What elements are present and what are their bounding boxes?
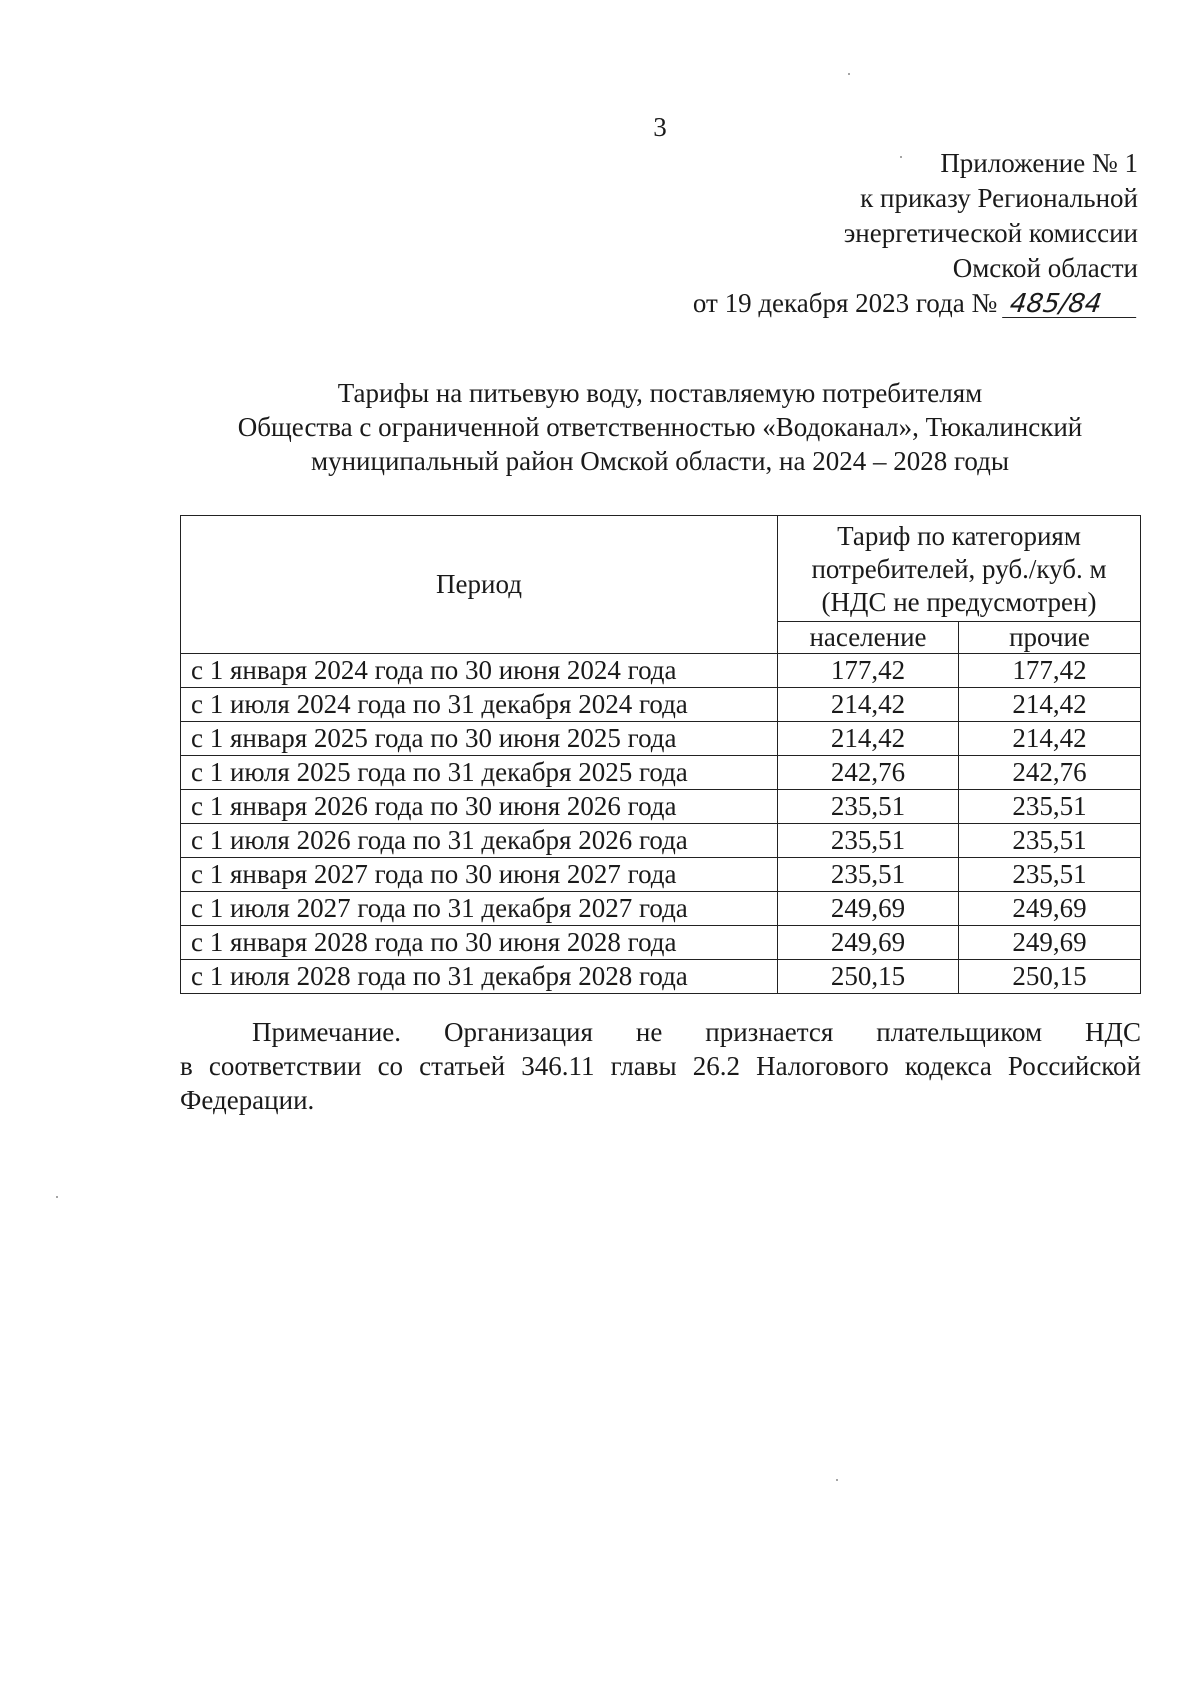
other-tariff-cell: 235,51 (959, 824, 1141, 858)
title-line-3: муниципальный район Омской области, на 2024 – 2028 годы (311, 446, 1009, 476)
scan-speck (848, 73, 850, 75)
appendix-date-line (693, 286, 1138, 321)
appendix-line-4: Омской области (952, 253, 1138, 283)
note-word: признается (705, 1017, 834, 1047)
table-row (181, 654, 1141, 688)
table-row (181, 688, 1141, 722)
period-cell: с 1 июля 2025 года по 31 декабря 2025 года (181, 756, 778, 790)
period-cell: с 1 июля 2027 года по 31 декабря 2027 года (181, 892, 778, 926)
population-tariff-cell: 235,51 (778, 858, 959, 892)
other-tariff-cell: 235,51 (959, 790, 1141, 824)
appendix-header (693, 146, 1138, 321)
note-word: плательщиком (876, 1017, 1043, 1047)
note-first-line (180, 1015, 1141, 1049)
tariff-header-line-1: Тариф по категориям (837, 521, 1081, 551)
period-header: Период (181, 516, 778, 654)
table-row (181, 926, 1141, 960)
period-cell: с 1 января 2025 года по 30 июня 2025 года (181, 722, 778, 756)
population-tariff-cell: 249,69 (778, 892, 959, 926)
appendix-line-2: к приказу Региональной (860, 183, 1138, 213)
note-word: Организация (444, 1017, 593, 1047)
table-row (181, 824, 1141, 858)
note-paragraph (180, 1015, 1141, 1117)
tariff-header-line-3: (НДС не предусмотрен) (821, 587, 1097, 617)
appendix-line-1: Приложение № 1 (940, 148, 1138, 178)
page-number: 3 (653, 112, 667, 142)
other-tariff-cell: 249,69 (959, 926, 1141, 960)
table-header-row (181, 516, 1141, 622)
population-tariff-cell: 177,42 (778, 654, 959, 688)
population-tariff-cell: 250,15 (778, 960, 959, 994)
note-word: НДС (1085, 1017, 1141, 1047)
appendix-date-prefix: от 19 декабря 2023 года № (692, 288, 998, 318)
order-number-handwritten: 485/84 (1002, 291, 1140, 318)
other-tariff-cell: 250,15 (959, 960, 1141, 994)
other-tariff-cell: 214,42 (959, 688, 1141, 722)
tariff-header (778, 516, 1141, 622)
note-word: не (635, 1017, 663, 1047)
document-title (180, 376, 1140, 478)
table-row (181, 756, 1141, 790)
other-column-header: прочие (959, 622, 1141, 654)
scan-speck (836, 1479, 838, 1481)
period-cell: с 1 января 2027 года по 30 июня 2027 года (181, 858, 778, 892)
tariff-header-line-2: потребителей, руб./куб. м (811, 554, 1107, 584)
scan-speck (56, 1196, 58, 1198)
population-column-header: население (778, 622, 959, 654)
other-tariff-cell: 235,51 (959, 858, 1141, 892)
note-word: Примечание. (252, 1017, 402, 1047)
period-cell: с 1 января 2028 года по 30 июня 2028 года (181, 926, 778, 960)
table-row (181, 960, 1141, 994)
other-tariff-cell: 177,42 (959, 654, 1141, 688)
note-rest: в соответствии со статьей 346.11 главы 26.2 Налогового кодекса Российской Федерации. (180, 1051, 1141, 1115)
period-cell: с 1 июля 2026 года по 31 декабря 2026 года (181, 824, 778, 858)
period-cell: с 1 июля 2028 года по 31 декабря 2028 года (181, 960, 778, 994)
other-tariff-cell: 242,76 (959, 756, 1141, 790)
table-row (181, 892, 1141, 926)
tariff-table (180, 515, 1141, 994)
other-tariff-cell: 249,69 (959, 892, 1141, 926)
period-cell: с 1 июля 2024 года по 31 декабря 2024 года (181, 688, 778, 722)
population-tariff-cell: 235,51 (778, 790, 959, 824)
population-tariff-cell: 249,69 (778, 926, 959, 960)
table-row (181, 858, 1141, 892)
scan-speck (900, 156, 902, 158)
period-cell: с 1 января 2026 года по 30 июня 2026 года (181, 790, 778, 824)
population-tariff-cell: 214,42 (778, 722, 959, 756)
population-tariff-cell: 214,42 (778, 688, 959, 722)
period-cell: с 1 января 2024 года по 30 июня 2024 года (181, 654, 778, 688)
title-line-1: Тарифы на питьевую воду, поставляемую потребителям (337, 378, 983, 408)
other-tariff-cell: 214,42 (959, 722, 1141, 756)
title-line-2: Общества с ограниченной ответственностью «Водоканал», Тюкалинский (237, 412, 1083, 442)
table-row (181, 722, 1141, 756)
table-row (181, 790, 1141, 824)
appendix-line-3: энергетической комиссии (843, 218, 1138, 248)
population-tariff-cell: 242,76 (778, 756, 959, 790)
population-tariff-cell: 235,51 (778, 824, 959, 858)
